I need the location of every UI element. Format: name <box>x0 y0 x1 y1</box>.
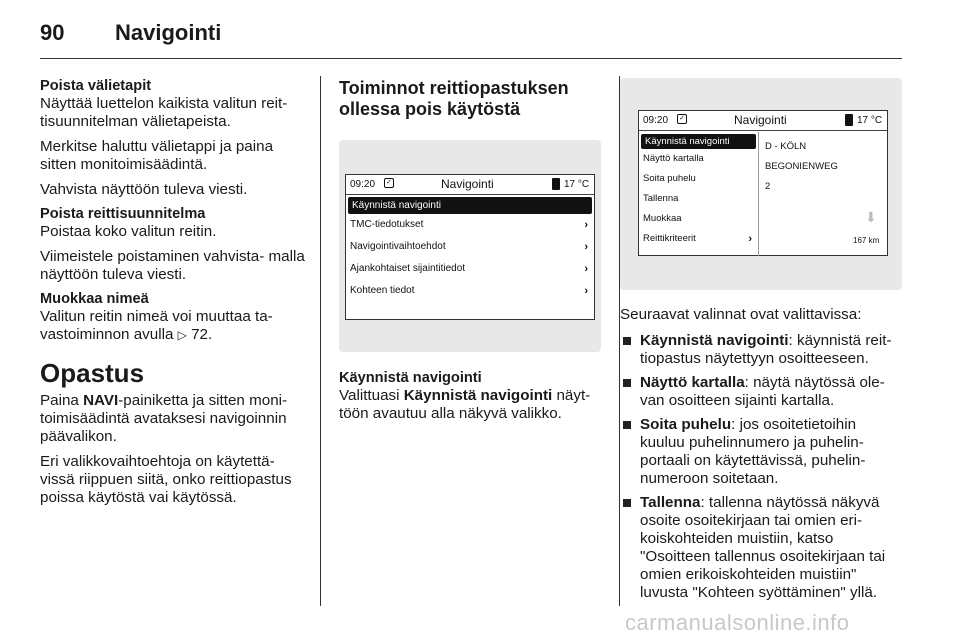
paragraph: Valittuasi Käynnistä navigointi näyt- töön avautuu alla näkyvä valikko. <box>339 387 591 422</box>
heading-opastus: Opastus <box>40 358 145 388</box>
page-number: 90 <box>40 20 65 45</box>
screen-time: 09:20 <box>643 115 669 126</box>
list-item: Tallenna: tallenna näytössä näkyvä osoite osoitekirjaan tai omien eri- koiskohteiden muistiin, katso "Osoitteen tallennus osoitekirjaan tai omien erikoiskohteiden muistiin" luvusta "Kohteen syöttäminen" yllä. <box>620 494 905 602</box>
paragraph: Paina NAVI-painiketta ja sitten moni- toimisäädintä avataksesi navigoinnin päävalikon. <box>40 392 288 445</box>
destination-line: D - KÖLN <box>765 141 807 152</box>
menu-item[interactable]: Muokkaa <box>643 213 682 224</box>
destination-line: 2 <box>765 181 771 192</box>
section-heading-start-navigation: Käynnistä navigointi <box>339 370 482 386</box>
nav-screen-2 <box>638 110 888 256</box>
header-divider <box>40 58 902 59</box>
clock-icon: ✓ <box>677 114 687 124</box>
nav-screen-1 <box>345 174 595 320</box>
screen-status-bar <box>346 175 594 195</box>
section-heading-functions-off: Toiminnot reittiopastuksen ollessa pois käytöstä <box>339 78 569 119</box>
ref-arrow-icon: ▷ <box>177 328 187 342</box>
clock-icon: ✓ <box>384 178 394 188</box>
paragraph: Valitun reitin nimeä voi muuttaa ta- vastoiminnon avulla ▷ 72. <box>40 308 273 343</box>
distance-readout: 167 km <box>853 236 880 245</box>
page-header <box>40 18 900 60</box>
watermark: carmanualsonline.info <box>625 610 850 635</box>
chevron-right-icon: › <box>584 241 588 253</box>
paragraph: Vahvista näyttöön tuleva viesti. <box>40 181 248 198</box>
destination-line: BEGONIENWEG <box>765 161 838 172</box>
list-item: Käynnistä navigointi: käynnistä reit- tiopastus näytettyyn osoitteeseen. <box>620 332 905 368</box>
menu-item-start-navigation[interactable]: Käynnistä navigointi <box>641 134 756 149</box>
screen-title: Navigointi <box>441 177 494 191</box>
column-left <box>40 78 308 514</box>
screen-status-bar <box>639 111 887 131</box>
list-item: Soita puhelu: jos osoitetietoihin kuuluu puhelinnumero ja puhelin- portaali on käytettävissä, puhelin- numeroon soitetaan. <box>620 416 905 488</box>
screen-figure-2 <box>620 78 902 290</box>
section-heading-edit-name: Muokkaa nimeä <box>40 291 149 307</box>
screen-temperature: 17 °C <box>564 179 590 190</box>
column-right <box>620 78 905 608</box>
column-middle <box>339 78 601 430</box>
screen-title: Navigointi <box>734 113 787 127</box>
paragraph: Eri valikkovaihtoehtoja on käytettä- vissä riippuen siitä, onko reittiopastus poissa käytöstä vai käytössä. <box>40 453 292 506</box>
section-heading-remove-route: Poista reittisuunnitelma <box>40 206 206 222</box>
screen-temperature: 17 °C <box>857 115 883 126</box>
page-title: Navigointi <box>115 20 222 45</box>
paragraph: Poistaa koko valitun reitin. <box>40 223 217 240</box>
arrow-down-icon: ⬇ <box>865 209 877 225</box>
paragraph: Merkitse haluttu välietappi ja paina sitten monitoimisäädintä. <box>40 138 274 173</box>
paragraph: Viimeistele poistaminen vahvista- malla näyttöön tuleva viesti. <box>40 248 305 283</box>
chevron-right-icon: › <box>584 285 588 297</box>
section-heading-remove-waypoints: Poista välietapit <box>40 78 152 94</box>
paragraph: Seuraavat valinnat ovat valittavissa: <box>620 306 862 323</box>
screen-time: 09:20 <box>350 179 376 190</box>
menu-item[interactable]: Navigointivaihtoehdot › <box>346 236 594 258</box>
menu-item-start-navigation[interactable]: Käynnistä navigointi <box>348 197 592 214</box>
temperature-icon <box>845 114 853 126</box>
chevron-right-icon: › <box>748 233 752 245</box>
column-divider-1 <box>320 76 321 606</box>
menu-item[interactable]: Kohteen tiedot › <box>346 280 594 302</box>
chevron-right-icon: › <box>584 263 588 275</box>
temperature-icon <box>552 178 560 190</box>
destination-details <box>765 137 838 197</box>
menu-item[interactable]: Soita puhelu <box>643 173 696 184</box>
list-item: Näyttö kartalla: näytä näytössä ole- van osoitteen sijainti kartalla. <box>620 374 905 410</box>
menu-item[interactable]: TMC-tiedotukset › <box>346 214 594 236</box>
menu-item[interactable]: Reittikriteerit › <box>639 229 758 249</box>
menu-item[interactable]: Tallenna <box>643 193 679 204</box>
menu-item[interactable]: Ajankohtaiset sijaintitiedot › <box>346 258 594 280</box>
paragraph: Näyttää luettelon kaikista valitun reit- tisuunnitelman välietapeista. <box>40 95 288 130</box>
screen-menu-list <box>639 132 759 256</box>
chevron-right-icon: › <box>584 219 588 231</box>
menu-item[interactable]: Näyttö kartalla <box>643 153 704 164</box>
screen-figure-1 <box>339 140 601 352</box>
